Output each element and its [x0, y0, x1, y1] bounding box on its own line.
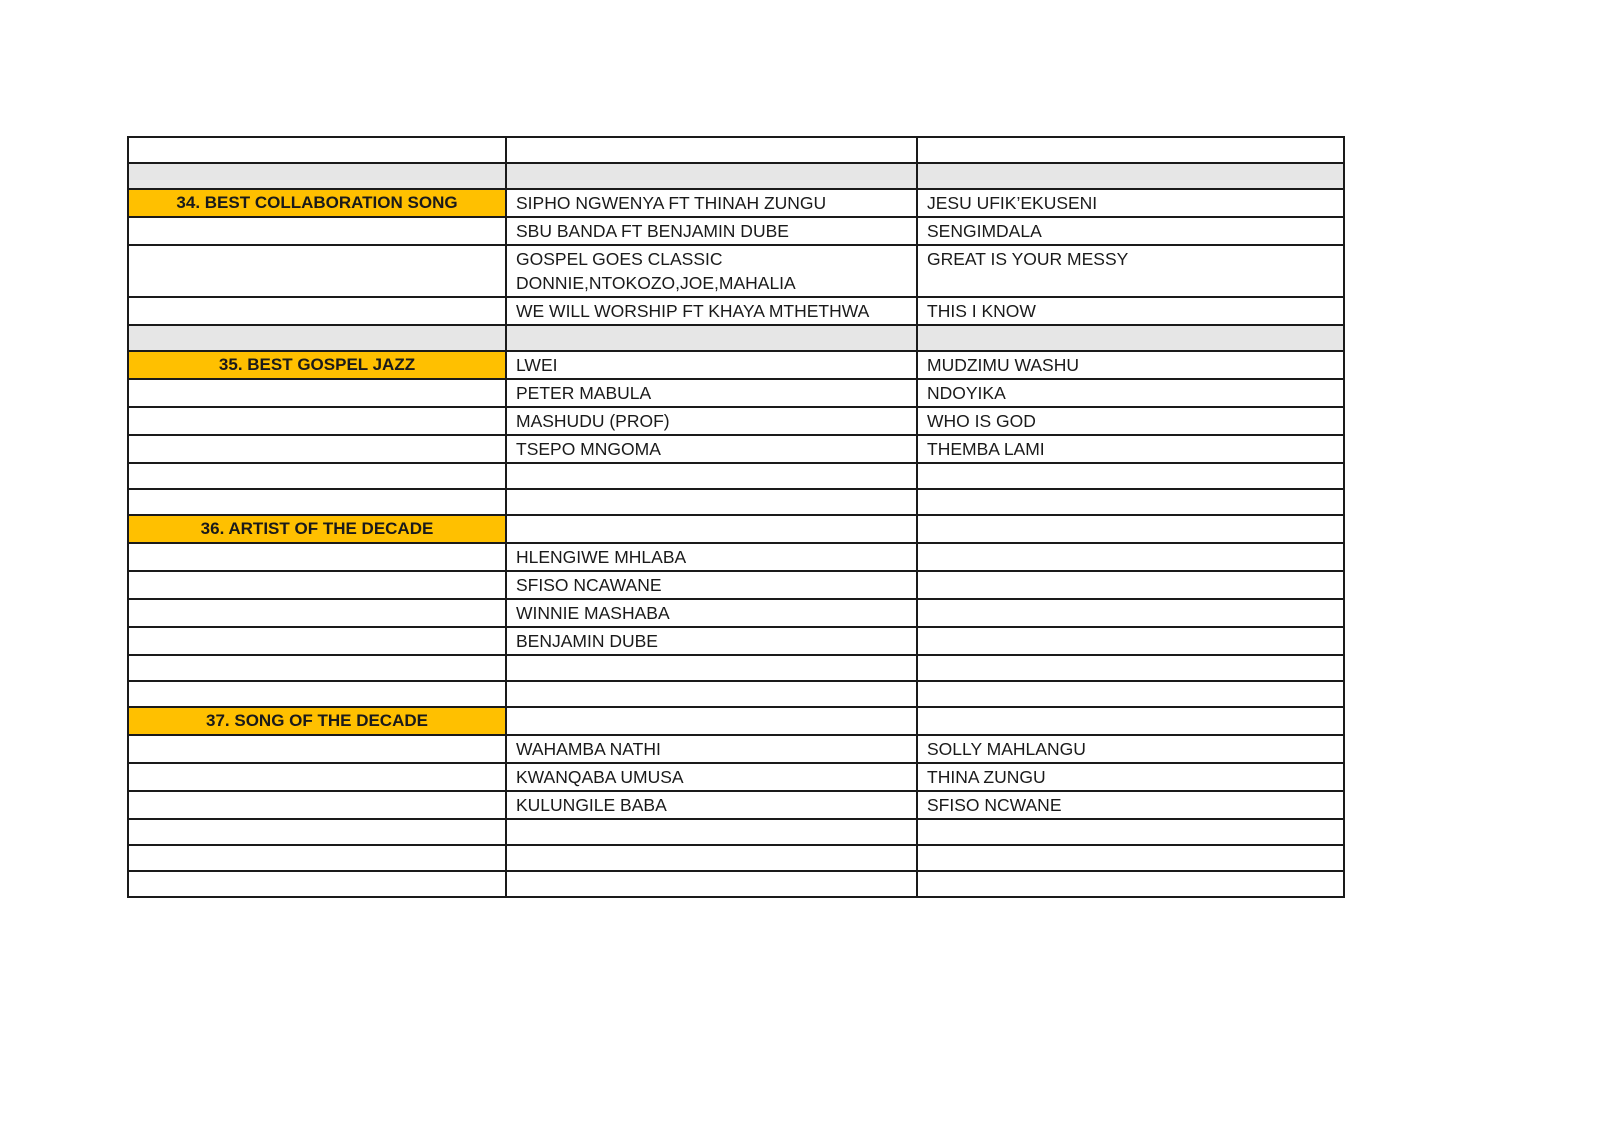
empty-row: [128, 137, 1344, 163]
song-cell: NDOYIKA: [917, 379, 1344, 407]
song-cell: WHO IS GOD: [917, 407, 1344, 435]
artist-cell: [506, 163, 917, 189]
category-cell: [128, 137, 506, 163]
artist-cell: TSEPO MNGOMA: [506, 435, 917, 463]
nominee-row: [128, 379, 1344, 407]
artist-cell: [506, 681, 917, 707]
nominee-row: [128, 735, 1344, 763]
category-cell: [128, 163, 506, 189]
nominee-row: [128, 407, 1344, 435]
artist-cell: SIPHO NGWENYA FT THINAH ZUNGU: [506, 189, 917, 217]
song-cell: [917, 845, 1344, 871]
category-cell: [128, 791, 506, 819]
song-cell: [917, 543, 1344, 571]
song-cell: [917, 599, 1344, 627]
song-cell: [917, 489, 1344, 515]
category-cell: [128, 871, 506, 897]
artist-cell: KULUNGILE BABA: [506, 791, 917, 819]
category-label: 37. SONG OF THE DECADE: [128, 707, 506, 735]
song-cell: [917, 707, 1344, 735]
category-cell: [128, 489, 506, 515]
category-cell: [128, 627, 506, 655]
category-cell: [128, 435, 506, 463]
category-cell: [128, 297, 506, 325]
nominee-row: [128, 791, 1344, 819]
song-cell: [917, 627, 1344, 655]
nominee-row: [128, 763, 1344, 791]
empty-row: [128, 681, 1344, 707]
artist-cell: [506, 245, 917, 297]
artist-cell: [506, 515, 917, 543]
category-cell: [128, 463, 506, 489]
category-cell: [128, 217, 506, 245]
nominee-row: [128, 245, 1344, 297]
artist-line-2: DONNIE,NTOKOZO,JOE,MAHALIA: [516, 273, 796, 293]
nominee-row: [128, 627, 1344, 655]
song-cell: [917, 137, 1344, 163]
song-cell: SOLLY MAHLANGU: [917, 735, 1344, 763]
nominee-row: [128, 571, 1344, 599]
category-row: [128, 351, 1344, 379]
song-cell: [917, 463, 1344, 489]
empty-row: [128, 871, 1344, 897]
nominee-row: [128, 599, 1344, 627]
song-cell: [917, 325, 1344, 351]
artist-cell: KWANQABA UMUSA: [506, 763, 917, 791]
category-label: 34. BEST COLLABORATION SONG: [128, 189, 506, 217]
empty-row: [128, 463, 1344, 489]
song-cell: MUDZIMU WASHU: [917, 351, 1344, 379]
artist-cell: [506, 707, 917, 735]
artist-line-1: GOSPEL GOES CLASSIC: [516, 249, 723, 269]
empty-row: [128, 845, 1344, 871]
category-label: 35. BEST GOSPEL JAZZ: [128, 351, 506, 379]
song-cell: [917, 655, 1344, 681]
song-cell: [917, 819, 1344, 845]
song-cell: [917, 871, 1344, 897]
artist-cell: LWEI: [506, 351, 917, 379]
category-cell: [128, 735, 506, 763]
artist-cell: [506, 489, 917, 515]
spacer-row: [128, 325, 1344, 351]
artist-cell: [506, 137, 917, 163]
category-cell: [128, 571, 506, 599]
category-row: [128, 515, 1344, 543]
category-cell: [128, 407, 506, 435]
song-cell: THINA ZUNGU: [917, 763, 1344, 791]
nominee-row: [128, 435, 1344, 463]
artist-cell: [506, 325, 917, 351]
song-cell: JESU UFIK’EKUSENI: [917, 189, 1344, 217]
artist-cell: WINNIE MASHABA: [506, 599, 917, 627]
category-cell: [128, 599, 506, 627]
artist-cell: BENJAMIN DUBE: [506, 627, 917, 655]
category-cell: [128, 681, 506, 707]
song-cell: THIS I KNOW: [917, 297, 1344, 325]
song-cell: SFISO NCWANE: [917, 791, 1344, 819]
song-cell: [917, 515, 1344, 543]
empty-row: [128, 819, 1344, 845]
category-row: [128, 707, 1344, 735]
artist-cell: WE WILL WORSHIP FT KHAYA MTHETHWA: [506, 297, 917, 325]
song-cell: [917, 163, 1344, 189]
category-label: 36. ARTIST OF THE DECADE: [128, 515, 506, 543]
artist-cell: SBU BANDA FT BENJAMIN DUBE: [506, 217, 917, 245]
empty-row: [128, 655, 1344, 681]
artist-cell: WAHAMBA NATHI: [506, 735, 917, 763]
empty-row: [128, 489, 1344, 515]
artist-cell: PETER MABULA: [506, 379, 917, 407]
artist-cell: [506, 655, 917, 681]
artist-cell: [506, 463, 917, 489]
category-cell: [128, 763, 506, 791]
artist-cell: SFISO NCAWANE: [506, 571, 917, 599]
nominees-table: [127, 136, 1345, 898]
category-cell: [128, 845, 506, 871]
song-cell: [917, 681, 1344, 707]
song-cell: [917, 571, 1344, 599]
category-cell: [128, 325, 506, 351]
artist-cell: [506, 819, 917, 845]
nominee-row: [128, 297, 1344, 325]
nominee-row: [128, 217, 1344, 245]
category-row: [128, 189, 1344, 217]
category-cell: [128, 819, 506, 845]
artist-cell: [506, 871, 917, 897]
spacer-row: [128, 163, 1344, 189]
nominee-row: [128, 543, 1344, 571]
song-cell: GREAT IS YOUR MESSY: [917, 245, 1344, 297]
category-cell: [128, 245, 506, 297]
artist-cell: [506, 845, 917, 871]
artist-cell: MASHUDU (PROF): [506, 407, 917, 435]
artist-cell: HLENGIWE MHLABA: [506, 543, 917, 571]
song-cell: THEMBA LAMI: [917, 435, 1344, 463]
song-cell: SENGIMDALA: [917, 217, 1344, 245]
category-cell: [128, 655, 506, 681]
category-cell: [128, 543, 506, 571]
category-cell: [128, 379, 506, 407]
